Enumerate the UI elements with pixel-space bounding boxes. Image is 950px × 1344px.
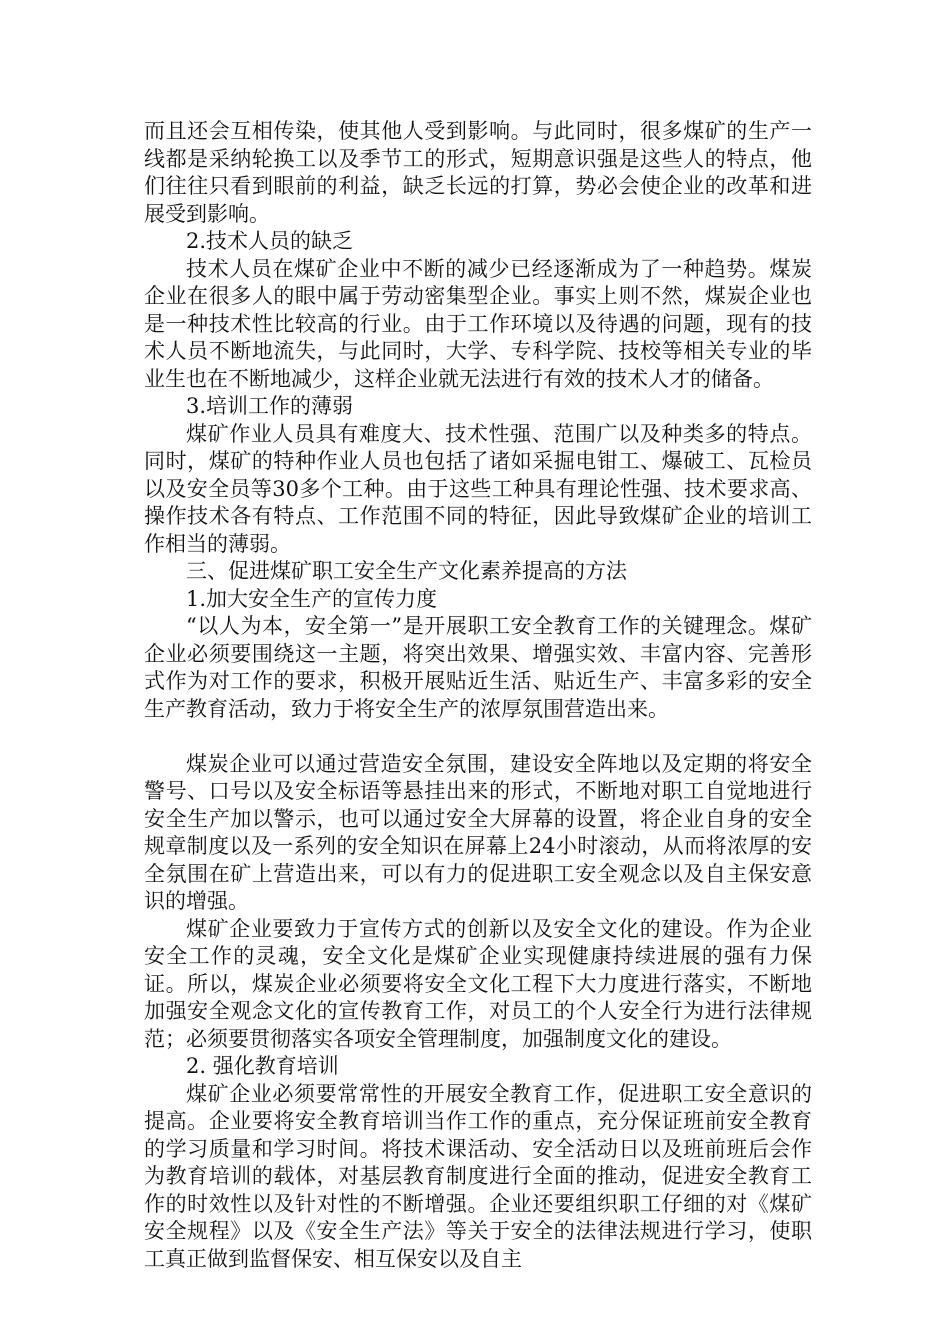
heading-tech-shortage: 2.技术人员的缺乏 xyxy=(186,229,354,253)
paragraph-6: 煤矿企业要致力于宣传方式的创新以及安全文化的建设。作为企业安全工作的灵魂，安全文化是煤矿企业实现健康持续进展的强有力保证。所以，煤炭企业必须要将安全文化工程下大力度进行落实，不断地加强安全观念文化的宣传教育工作，对员工的个人安全行为进行法律规范；必须要贯彻落实各项安全管理制度，加强制度文化的建设。 xyxy=(144,916,812,1051)
paragraph-2: 技术人员在煤矿企业中不断的减少已经逐渐成为了一种趋势。煤炭企业在很多人的眼中属于劳动密集型企业。事实上则不然，煤炭企业也是一种技术性比较高的行业。由于工作环境以及待遇的问题，现有的技术人员不断地流失，与此同时，大学、专科学院、技校等相关专业的毕业生也在不断地减少，这样企业就无法进行有效的技术人才的储备。 xyxy=(144,256,812,391)
heading-education: 2. 强化教育培训 xyxy=(186,1054,339,1078)
heading-section-three: 三、促进煤矿职工安全生产文化素养提高的方法 xyxy=(186,559,627,583)
heading-training-weak: 3.培训工作的薄弱 xyxy=(186,394,354,418)
paragraph-4: “以人为本，安全第一”是开展职工安全教育工作的关键理念。煤矿企业必须要围绕这一主题，将突出效果、增强实效、丰富内容、完善形式作为对工作的要求，积极开展贴近生活、贴近生产、丰富多彩的安全生产教育活动，致力于将安全生产的浓厚氛围营造出来。 xyxy=(144,614,812,721)
heading-publicity: 1.加大安全生产的宣传力度 xyxy=(186,586,438,611)
paragraph-7: 煤矿企业必须要常常性的开展安全教育工作，促进职工安全意识的提高。企业要将安全教育培训当作工作的重点，充分保证班前安全教育的学习质量和学习时间。将技术课活动、安全活动日以及班前班后会作为教育培训的载体，对基层教育制度进行全面的推动，促进安全教育工作的时效性以及针对性的不断增强。企业还要组织职工仔细的对《煤矿安全规程》以及《安全生产法》等关于安全的法律法规进行学习，使职工真正做到监督保安、相互保安以及自主 xyxy=(144,1081,812,1271)
paragraph-1: 而且还会互相传染，使其他人受到影响。与此同时，很多煤矿的生产一线都是采纳轮换工以及季节工的形式，短期意识强是这些人的特点，他们往往只看到眼前的利益，缺乏长远的打算，势必会使企业的改革和进展受到影响。 xyxy=(144,119,812,226)
blank-line xyxy=(144,723,812,751)
paragraph-3: 煤矿作业人员具有难度大、技术性强、范围广以及种类多的特点。同时，煤矿的特种作业人员也包括了诸如采掘电钳工、爆破工、瓦检员以及安全员等30多个工种。由于这些工种具有理论性强、技术要求高、操作技术各有特点、工作范围不同的特征，因此导致煤矿企业的培训工作相当的薄弱。 xyxy=(144,421,812,556)
paragraph-5: 煤炭企业可以通过营造安全氛围，建设安全阵地以及定期的将安全警号、口号以及安全标语等悬挂出来的形式，不断地对职工自觉地进行安全生产加以警示，也可以通过安全大屏幕的设置，将企业自身的安全规章制度以及一系列的安全知识在屏幕上24小时滚动，从而将浓厚的安全氛围在矿上营造出来，可以有力的促进职工安全观念以及自主保安意识的增强。 xyxy=(144,751,812,913)
document-page xyxy=(144,118,812,1273)
